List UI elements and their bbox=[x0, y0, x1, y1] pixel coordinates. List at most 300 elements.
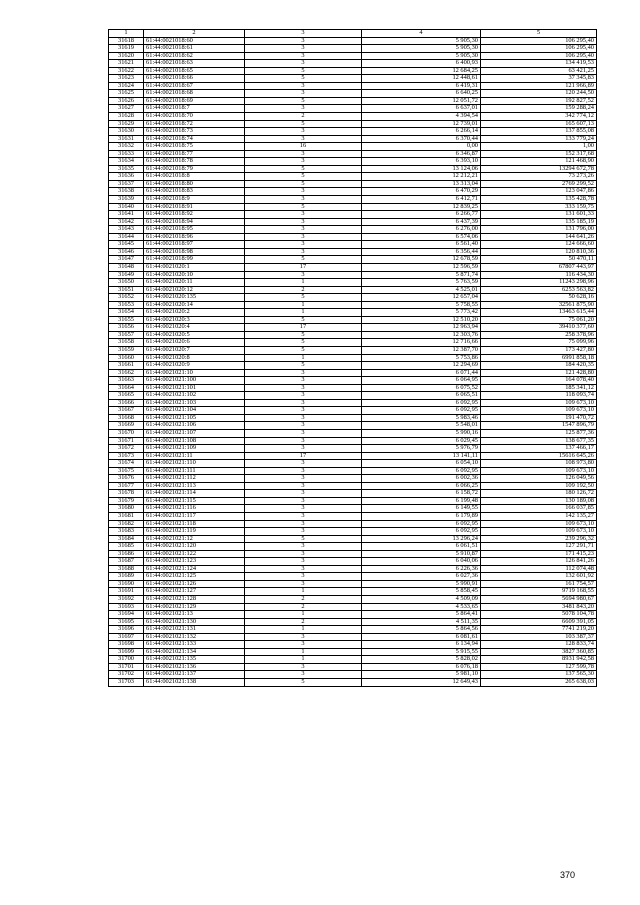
row-number-cell: 31621 bbox=[109, 60, 144, 68]
row-number-cell: 31687 bbox=[109, 558, 144, 566]
specific-value-cell: 5 905,30 bbox=[362, 45, 481, 53]
table-row bbox=[109, 648, 597, 656]
row-number-cell: 31684 bbox=[109, 535, 144, 543]
row-number-cell: 31618 bbox=[109, 37, 144, 45]
table-row bbox=[109, 120, 597, 128]
row-number-cell: 31661 bbox=[109, 362, 144, 370]
cadastral-number-cell: 61:44:0021020:6 bbox=[144, 339, 245, 347]
cadastral-number-cell: 61:44:0021021:101 bbox=[144, 384, 245, 392]
table-row bbox=[109, 218, 597, 226]
cadastral-value-cell: 180 126,72 bbox=[481, 490, 597, 498]
cadastral-number-cell: 61:44:0021020:8 bbox=[144, 354, 245, 362]
table-row bbox=[109, 309, 597, 317]
table-row bbox=[109, 513, 597, 521]
cadastral-number-cell: 61:44:0021021:111 bbox=[144, 467, 245, 475]
category-cell: 3 bbox=[245, 558, 362, 566]
cadastral-value-cell: 137 466,17 bbox=[481, 445, 597, 453]
specific-value-cell: 6 071,44 bbox=[362, 369, 481, 377]
category-cell: 5 bbox=[245, 75, 362, 83]
category-cell: 1 bbox=[245, 354, 362, 362]
row-number-cell: 31635 bbox=[109, 165, 144, 173]
header-col-4: 4 bbox=[362, 30, 481, 38]
category-cell: 5 bbox=[245, 97, 362, 105]
cadastral-number-cell: 61:44:0021018:62 bbox=[144, 52, 245, 60]
specific-value-cell: 6 561,40 bbox=[362, 241, 481, 249]
cadastral-value-cell: 125 877,36 bbox=[481, 429, 597, 437]
category-cell: 3 bbox=[245, 671, 362, 679]
row-number-cell: 31664 bbox=[109, 384, 144, 392]
category-cell: 5 bbox=[245, 294, 362, 302]
cadastral-number-cell: 61:44:0021018:91 bbox=[144, 203, 245, 211]
category-cell: 1 bbox=[245, 588, 362, 596]
table-body bbox=[109, 37, 597, 686]
specific-value-cell: 0,00 bbox=[362, 143, 481, 151]
specific-value-cell: 6 076,18 bbox=[362, 663, 481, 671]
table-row bbox=[109, 248, 597, 256]
table-row bbox=[109, 603, 597, 611]
category-cell: 1 bbox=[245, 301, 362, 309]
cadastral-number-cell: 61:44:0021018:60 bbox=[144, 37, 245, 45]
table-row bbox=[109, 490, 597, 498]
row-number-cell: 31699 bbox=[109, 648, 144, 656]
cadastral-value-cell: 239 296,32 bbox=[481, 535, 597, 543]
cadastral-value-cell: 121 966,89 bbox=[481, 82, 597, 90]
category-cell: 5 bbox=[245, 362, 362, 370]
category-cell: 3 bbox=[245, 550, 362, 558]
row-number-cell: 31670 bbox=[109, 429, 144, 437]
table-row bbox=[109, 543, 597, 551]
cadastral-value-cell: 106 295,40 bbox=[481, 52, 597, 60]
row-number-cell: 31677 bbox=[109, 482, 144, 490]
row-number-cell: 31644 bbox=[109, 233, 144, 241]
cadastral-value-cell: 73 273,26 bbox=[481, 173, 597, 181]
cadastral-value-cell: 109 673,10 bbox=[481, 399, 597, 407]
category-cell: 3 bbox=[245, 233, 362, 241]
cadastral-number-cell: 61:44:0021020:9 bbox=[144, 362, 245, 370]
cadastral-number-cell: 61:44:0021020:12 bbox=[144, 286, 245, 294]
table-row bbox=[109, 460, 597, 468]
category-cell: 3 bbox=[245, 60, 362, 68]
table-row bbox=[109, 671, 597, 679]
category-cell: 2 bbox=[245, 603, 362, 611]
category-cell: 3 bbox=[245, 414, 362, 422]
cadastral-number-cell: 61:44:0021021:103 bbox=[144, 399, 245, 407]
specific-value-cell: 6 226,36 bbox=[362, 565, 481, 573]
category-cell: 5 bbox=[245, 346, 362, 354]
row-number-cell: 31657 bbox=[109, 331, 144, 339]
cadastral-number-cell: 61:44:0021020:2 bbox=[144, 309, 245, 317]
cadastral-number-cell: 61:44:0021021:118 bbox=[144, 520, 245, 528]
row-number-cell: 31690 bbox=[109, 580, 144, 588]
cadastral-value-cell: 164 078,40 bbox=[481, 377, 597, 385]
cadastral-number-cell: 61:44:0021018:73 bbox=[144, 128, 245, 136]
cadastral-value-cell: 131 796,00 bbox=[481, 226, 597, 234]
cadastral-number-cell: 61:44:0021018:77 bbox=[144, 150, 245, 158]
category-cell: 2 bbox=[245, 618, 362, 626]
specific-value-cell: 12 678,59 bbox=[362, 256, 481, 264]
cadastral-value-cell: 109 673,10 bbox=[481, 520, 597, 528]
cadastral-number-cell: 61:44:0021021:112 bbox=[144, 475, 245, 483]
row-number-cell: 31671 bbox=[109, 437, 144, 445]
table-row bbox=[109, 331, 597, 339]
row-number-cell: 31623 bbox=[109, 75, 144, 83]
cadastral-value-cell: 152 317,68 bbox=[481, 150, 597, 158]
cadastral-value-cell: 120 244,50 bbox=[481, 90, 597, 98]
row-number-cell: 31672 bbox=[109, 445, 144, 453]
category-cell: 5 bbox=[245, 173, 362, 181]
specific-value-cell: 6 027,36 bbox=[362, 573, 481, 581]
specific-value-cell: 5 828,02 bbox=[362, 656, 481, 664]
specific-value-cell: 6 092,95 bbox=[362, 467, 481, 475]
specific-value-cell: 6 040,06 bbox=[362, 558, 481, 566]
cadastral-value-cell: 173 427,80 bbox=[481, 346, 597, 354]
table-row bbox=[109, 528, 597, 536]
table-row bbox=[109, 362, 597, 370]
category-cell: 3 bbox=[245, 218, 362, 226]
category-cell: 3 bbox=[245, 226, 362, 234]
cadastral-number-cell: 61:44:0021021:115 bbox=[144, 497, 245, 505]
category-cell: 3 bbox=[245, 384, 362, 392]
specific-value-cell: 13 296,24 bbox=[362, 535, 481, 543]
category-cell: 1 bbox=[245, 626, 362, 634]
cadastral-number-cell: 61:44:0021018:92 bbox=[144, 211, 245, 219]
specific-value-cell: 5 976,79 bbox=[362, 445, 481, 453]
cadastral-number-cell: 61:44:0021018:97 bbox=[144, 241, 245, 249]
cadastral-number-cell: 61:44:0021021:106 bbox=[144, 422, 245, 430]
specific-value-cell: 6 574,06 bbox=[362, 233, 481, 241]
category-cell: 1 bbox=[245, 279, 362, 287]
cadastral-number-cell: 61:44:0021021:104 bbox=[144, 407, 245, 415]
specific-value-cell: 5 990,91 bbox=[362, 580, 481, 588]
cadastral-value-cell: 192 827,52 bbox=[481, 97, 597, 105]
cadastral-number-cell: 61:44:0021020:1 bbox=[144, 263, 245, 271]
table-row bbox=[109, 173, 597, 181]
table-row bbox=[109, 226, 597, 234]
cadastral-value-cell: 118 093,74 bbox=[481, 392, 597, 400]
row-number-cell: 31639 bbox=[109, 196, 144, 204]
specific-value-cell: 6 061,51 bbox=[362, 543, 481, 551]
specific-value-cell: 6 081,61 bbox=[362, 633, 481, 641]
table-row bbox=[109, 535, 597, 543]
cadastral-value-cell: 5694 980,67 bbox=[481, 596, 597, 604]
table-row bbox=[109, 263, 597, 271]
cadastral-value-cell: 123 047,86 bbox=[481, 188, 597, 196]
specific-value-cell: 6 266,77 bbox=[362, 211, 481, 219]
header-row bbox=[109, 30, 597, 38]
category-cell: 3 bbox=[245, 248, 362, 256]
cadastral-value-cell: 191 470,72 bbox=[481, 414, 597, 422]
row-number-cell: 31659 bbox=[109, 346, 144, 354]
specific-value-cell: 5 753,86 bbox=[362, 354, 481, 362]
cadastral-number-cell: 61:44:0021021:135 bbox=[144, 656, 245, 664]
table-row bbox=[109, 150, 597, 158]
category-cell: 3 bbox=[245, 211, 362, 219]
row-number-cell: 31624 bbox=[109, 82, 144, 90]
row-number-cell: 31634 bbox=[109, 158, 144, 166]
row-number-cell: 31675 bbox=[109, 467, 144, 475]
specific-value-cell: 6 065,51 bbox=[362, 392, 481, 400]
specific-value-cell: 6 637,01 bbox=[362, 105, 481, 113]
category-cell: 5 bbox=[245, 331, 362, 339]
specific-value-cell: 6 640,25 bbox=[362, 90, 481, 98]
category-cell: 3 bbox=[245, 475, 362, 483]
row-number-cell: 31688 bbox=[109, 565, 144, 573]
row-number-cell: 31698 bbox=[109, 641, 144, 649]
specific-value-cell: 5 758,55 bbox=[362, 301, 481, 309]
specific-value-cell: 6 158,72 bbox=[362, 490, 481, 498]
table-row bbox=[109, 422, 597, 430]
specific-value-cell: 4 509,09 bbox=[362, 596, 481, 604]
row-number-cell: 31647 bbox=[109, 256, 144, 264]
category-cell: 3 bbox=[245, 437, 362, 445]
cadastral-number-cell: 61:44:0021021:120 bbox=[144, 543, 245, 551]
table-row bbox=[109, 633, 597, 641]
table-row bbox=[109, 399, 597, 407]
row-number-cell: 31689 bbox=[109, 573, 144, 581]
cadastral-number-cell: 61:44:0021020:135 bbox=[144, 294, 245, 302]
row-number-cell: 31701 bbox=[109, 663, 144, 671]
cadastral-number-cell: 61:44:0021018:95 bbox=[144, 226, 245, 234]
cadastral-number-cell: 61:44:0021021:126 bbox=[144, 580, 245, 588]
category-cell: 3 bbox=[245, 445, 362, 453]
cadastral-value-cell: 121 468,90 bbox=[481, 158, 597, 166]
category-cell: 5 bbox=[245, 679, 362, 687]
category-cell: 3 bbox=[245, 52, 362, 60]
cadastral-number-cell: 61:44:0021018:66 bbox=[144, 75, 245, 83]
category-cell: 3 bbox=[245, 497, 362, 505]
cadastral-value-cell: 126 049,56 bbox=[481, 475, 597, 483]
cadastral-number-cell: 61:44:0021018:63 bbox=[144, 60, 245, 68]
cadastral-value-cell: 142 135,27 bbox=[481, 513, 597, 521]
cadastral-value-cell: 126 841,26 bbox=[481, 558, 597, 566]
cadastral-value-cell: 9719 168,55 bbox=[481, 588, 597, 596]
table-row bbox=[109, 165, 597, 173]
row-number-cell: 31652 bbox=[109, 294, 144, 302]
row-number-cell: 31629 bbox=[109, 120, 144, 128]
table-row bbox=[109, 429, 597, 437]
category-cell: 3 bbox=[245, 520, 362, 528]
cadastral-number-cell: 61:44:0021018:99 bbox=[144, 256, 245, 264]
table-row bbox=[109, 626, 597, 634]
row-number-cell: 31638 bbox=[109, 188, 144, 196]
table-row bbox=[109, 482, 597, 490]
table-row bbox=[109, 377, 597, 385]
cadastral-value-cell: 39410 377,60 bbox=[481, 324, 597, 332]
category-cell: 5 bbox=[245, 316, 362, 324]
table-row bbox=[109, 392, 597, 400]
table-row bbox=[109, 354, 597, 362]
specific-value-cell: 6 066,25 bbox=[362, 482, 481, 490]
row-number-cell: 31622 bbox=[109, 67, 144, 75]
specific-value-cell: 12 510,20 bbox=[362, 316, 481, 324]
category-cell: 3 bbox=[245, 528, 362, 536]
cadastral-number-cell: 61:44:0021018:65 bbox=[144, 67, 245, 75]
table-row bbox=[109, 550, 597, 558]
cadastral-value-cell: 106 295,40 bbox=[481, 37, 597, 45]
row-number-cell: 31695 bbox=[109, 618, 144, 626]
row-number-cell: 31692 bbox=[109, 596, 144, 604]
row-number-cell: 31703 bbox=[109, 679, 144, 687]
cadastral-value-cell: 1,00 bbox=[481, 143, 597, 151]
cadastral-value-cell: 258 378,96 bbox=[481, 331, 597, 339]
cadastral-number-cell: 61:44:0021021:100 bbox=[144, 377, 245, 385]
table-row bbox=[109, 203, 597, 211]
cadastral-number-cell: 61:44:0021018:79 bbox=[144, 165, 245, 173]
row-number-cell: 31646 bbox=[109, 248, 144, 256]
cadastral-number-cell: 61:44:0021021:136 bbox=[144, 663, 245, 671]
cadastral-number-cell: 61:44:0021020:3 bbox=[144, 316, 245, 324]
specific-value-cell: 5 983,46 bbox=[362, 414, 481, 422]
cadastral-value-cell: 13463 615,44 bbox=[481, 309, 597, 317]
cadastral-number-cell: 61:44:0021018:8 bbox=[144, 173, 245, 181]
cadastral-value-cell: 37 345,83 bbox=[481, 75, 597, 83]
cadastral-number-cell: 61:44:0021018:68 bbox=[144, 90, 245, 98]
cadastral-number-cell: 61:44:0021018:9 bbox=[144, 196, 245, 204]
cadastral-value-cell: 138 677,35 bbox=[481, 437, 597, 445]
specific-value-cell: 5 990,16 bbox=[362, 429, 481, 437]
row-number-cell: 31656 bbox=[109, 324, 144, 332]
row-number-cell: 31667 bbox=[109, 407, 144, 415]
row-number-cell: 31665 bbox=[109, 392, 144, 400]
cadastral-number-cell: 61:44:0021021:130 bbox=[144, 618, 245, 626]
category-cell: 3 bbox=[245, 188, 362, 196]
cadastral-number-cell: 61:44:0021020:7 bbox=[144, 346, 245, 354]
table-row bbox=[109, 414, 597, 422]
table-row bbox=[109, 656, 597, 664]
cadastral-number-cell: 61:44:0021020:14 bbox=[144, 301, 245, 309]
specific-value-cell: 6 470,29 bbox=[362, 188, 481, 196]
specific-value-cell: 6 092,95 bbox=[362, 399, 481, 407]
specific-value-cell: 6 370,44 bbox=[362, 135, 481, 143]
cadastral-value-cell: 1547 896,79 bbox=[481, 422, 597, 430]
cadastral-value-cell: 50 470,11 bbox=[481, 256, 597, 264]
row-number-cell: 31683 bbox=[109, 528, 144, 536]
cadastral-number-cell: 61:44:0021021:12 bbox=[144, 535, 245, 543]
cadastral-number-cell: 61:44:0021021:131 bbox=[144, 626, 245, 634]
specific-value-cell: 6 002,36 bbox=[362, 475, 481, 483]
cadastral-number-cell: 61:44:0021018:94 bbox=[144, 218, 245, 226]
cadastral-number-cell: 61:44:0021018:7 bbox=[144, 105, 245, 113]
row-number-cell: 31679 bbox=[109, 497, 144, 505]
row-number-cell: 31676 bbox=[109, 475, 144, 483]
cadastral-number-cell: 61:44:0021021:113 bbox=[144, 482, 245, 490]
cadastral-number-cell: 61:44:0021021:124 bbox=[144, 565, 245, 573]
cadastral-number-cell: 61:44:0021021:119 bbox=[144, 528, 245, 536]
cadastral-value-cell: 144 641,26 bbox=[481, 233, 597, 241]
row-number-cell: 31645 bbox=[109, 241, 144, 249]
table-row bbox=[109, 520, 597, 528]
table-row bbox=[109, 641, 597, 649]
cadastral-value-cell: 109 673,10 bbox=[481, 528, 597, 536]
specific-value-cell: 4 533,65 bbox=[362, 603, 481, 611]
row-number-cell: 31643 bbox=[109, 226, 144, 234]
cadastral-value-cell: 116 434,30 bbox=[481, 271, 597, 279]
row-number-cell: 31700 bbox=[109, 656, 144, 664]
cadastral-number-cell: 61:44:0021020:4 bbox=[144, 324, 245, 332]
row-number-cell: 31630 bbox=[109, 128, 144, 136]
table-row bbox=[109, 452, 597, 460]
specific-value-cell: 12 649,43 bbox=[362, 679, 481, 687]
category-cell: 1 bbox=[245, 611, 362, 619]
category-cell: 3 bbox=[245, 158, 362, 166]
specific-value-cell: 13 313,04 bbox=[362, 180, 481, 188]
specific-value-cell: 6 054,10 bbox=[362, 460, 481, 468]
cadastral-number-cell: 61:44:0021018:75 bbox=[144, 143, 245, 151]
cadastral-value-cell: 109 673,10 bbox=[481, 467, 597, 475]
cadastral-number-cell: 61:44:0021018:96 bbox=[144, 233, 245, 241]
category-cell: 3 bbox=[245, 37, 362, 45]
row-number-cell: 31653 bbox=[109, 301, 144, 309]
specific-value-cell: 6 149,55 bbox=[362, 505, 481, 513]
category-cell: 3 bbox=[245, 369, 362, 377]
category-cell: 3 bbox=[245, 422, 362, 430]
cadastral-value-cell: 131 601,33 bbox=[481, 211, 597, 219]
category-cell: 3 bbox=[245, 580, 362, 588]
cadastral-number-cell: 61:44:0021021:138 bbox=[144, 679, 245, 687]
row-number-cell: 31637 bbox=[109, 180, 144, 188]
cadastral-number-cell: 61:44:0021021:134 bbox=[144, 648, 245, 656]
row-number-cell: 31681 bbox=[109, 513, 144, 521]
row-number-cell: 31674 bbox=[109, 460, 144, 468]
specific-value-cell: 6 092,95 bbox=[362, 520, 481, 528]
cadastral-number-cell: 61:44:0021018:72 bbox=[144, 120, 245, 128]
table-row bbox=[109, 294, 597, 302]
table-row bbox=[109, 339, 597, 347]
cadastral-value-cell: 342 774,12 bbox=[481, 113, 597, 121]
row-number-cell: 31620 bbox=[109, 52, 144, 60]
table-row bbox=[109, 75, 597, 83]
table-row bbox=[109, 324, 597, 332]
cadastral-number-cell: 61:44:0021020:5 bbox=[144, 331, 245, 339]
cadastral-value-cell: 67807 443,97 bbox=[481, 263, 597, 271]
category-cell: 5 bbox=[245, 256, 362, 264]
specific-value-cell: 4 511,35 bbox=[362, 618, 481, 626]
row-number-cell: 31654 bbox=[109, 309, 144, 317]
cadastral-number-cell: 61:44:0021018:80 bbox=[144, 180, 245, 188]
category-cell: 3 bbox=[245, 573, 362, 581]
category-cell: 3 bbox=[245, 82, 362, 90]
row-number-cell: 31666 bbox=[109, 399, 144, 407]
cadastral-value-cell: 13294 672,78 bbox=[481, 165, 597, 173]
cadastral-value-cell: 6253 563,82 bbox=[481, 286, 597, 294]
cadastral-value-cell: 124 666,60 bbox=[481, 241, 597, 249]
row-number-cell: 31649 bbox=[109, 271, 144, 279]
cadastral-number-cell: 61:44:0021018:74 bbox=[144, 135, 245, 143]
specific-value-cell: 6 064,95 bbox=[362, 377, 481, 385]
table-row bbox=[109, 256, 597, 264]
table-row bbox=[109, 301, 597, 309]
row-number-cell: 31655 bbox=[109, 316, 144, 324]
cadastral-number-cell: 61:44:0021018:78 bbox=[144, 158, 245, 166]
cadastral-number-cell: 61:44:0021020:10 bbox=[144, 271, 245, 279]
table-row bbox=[109, 37, 597, 45]
category-cell: 3 bbox=[245, 565, 362, 573]
cadastral-number-cell: 61:44:0021021:105 bbox=[144, 414, 245, 422]
cadastral-number-cell: 61:44:0021018:67 bbox=[144, 82, 245, 90]
category-cell: 3 bbox=[245, 392, 362, 400]
row-number-cell: 31625 bbox=[109, 90, 144, 98]
cadastral-value-cell: 109 673,10 bbox=[481, 407, 597, 415]
cadastral-number-cell: 61:44:0021018:98 bbox=[144, 248, 245, 256]
row-number-cell: 31662 bbox=[109, 369, 144, 377]
cadastral-number-cell: 61:44:0021021:133 bbox=[144, 641, 245, 649]
category-cell: 3 bbox=[245, 135, 362, 143]
table-row bbox=[109, 497, 597, 505]
row-number-cell: 31633 bbox=[109, 150, 144, 158]
cadastral-value-cell: 6609 391,05 bbox=[481, 618, 597, 626]
specific-value-cell: 6 356,44 bbox=[362, 248, 481, 256]
specific-value-cell: 5 910,87 bbox=[362, 550, 481, 558]
